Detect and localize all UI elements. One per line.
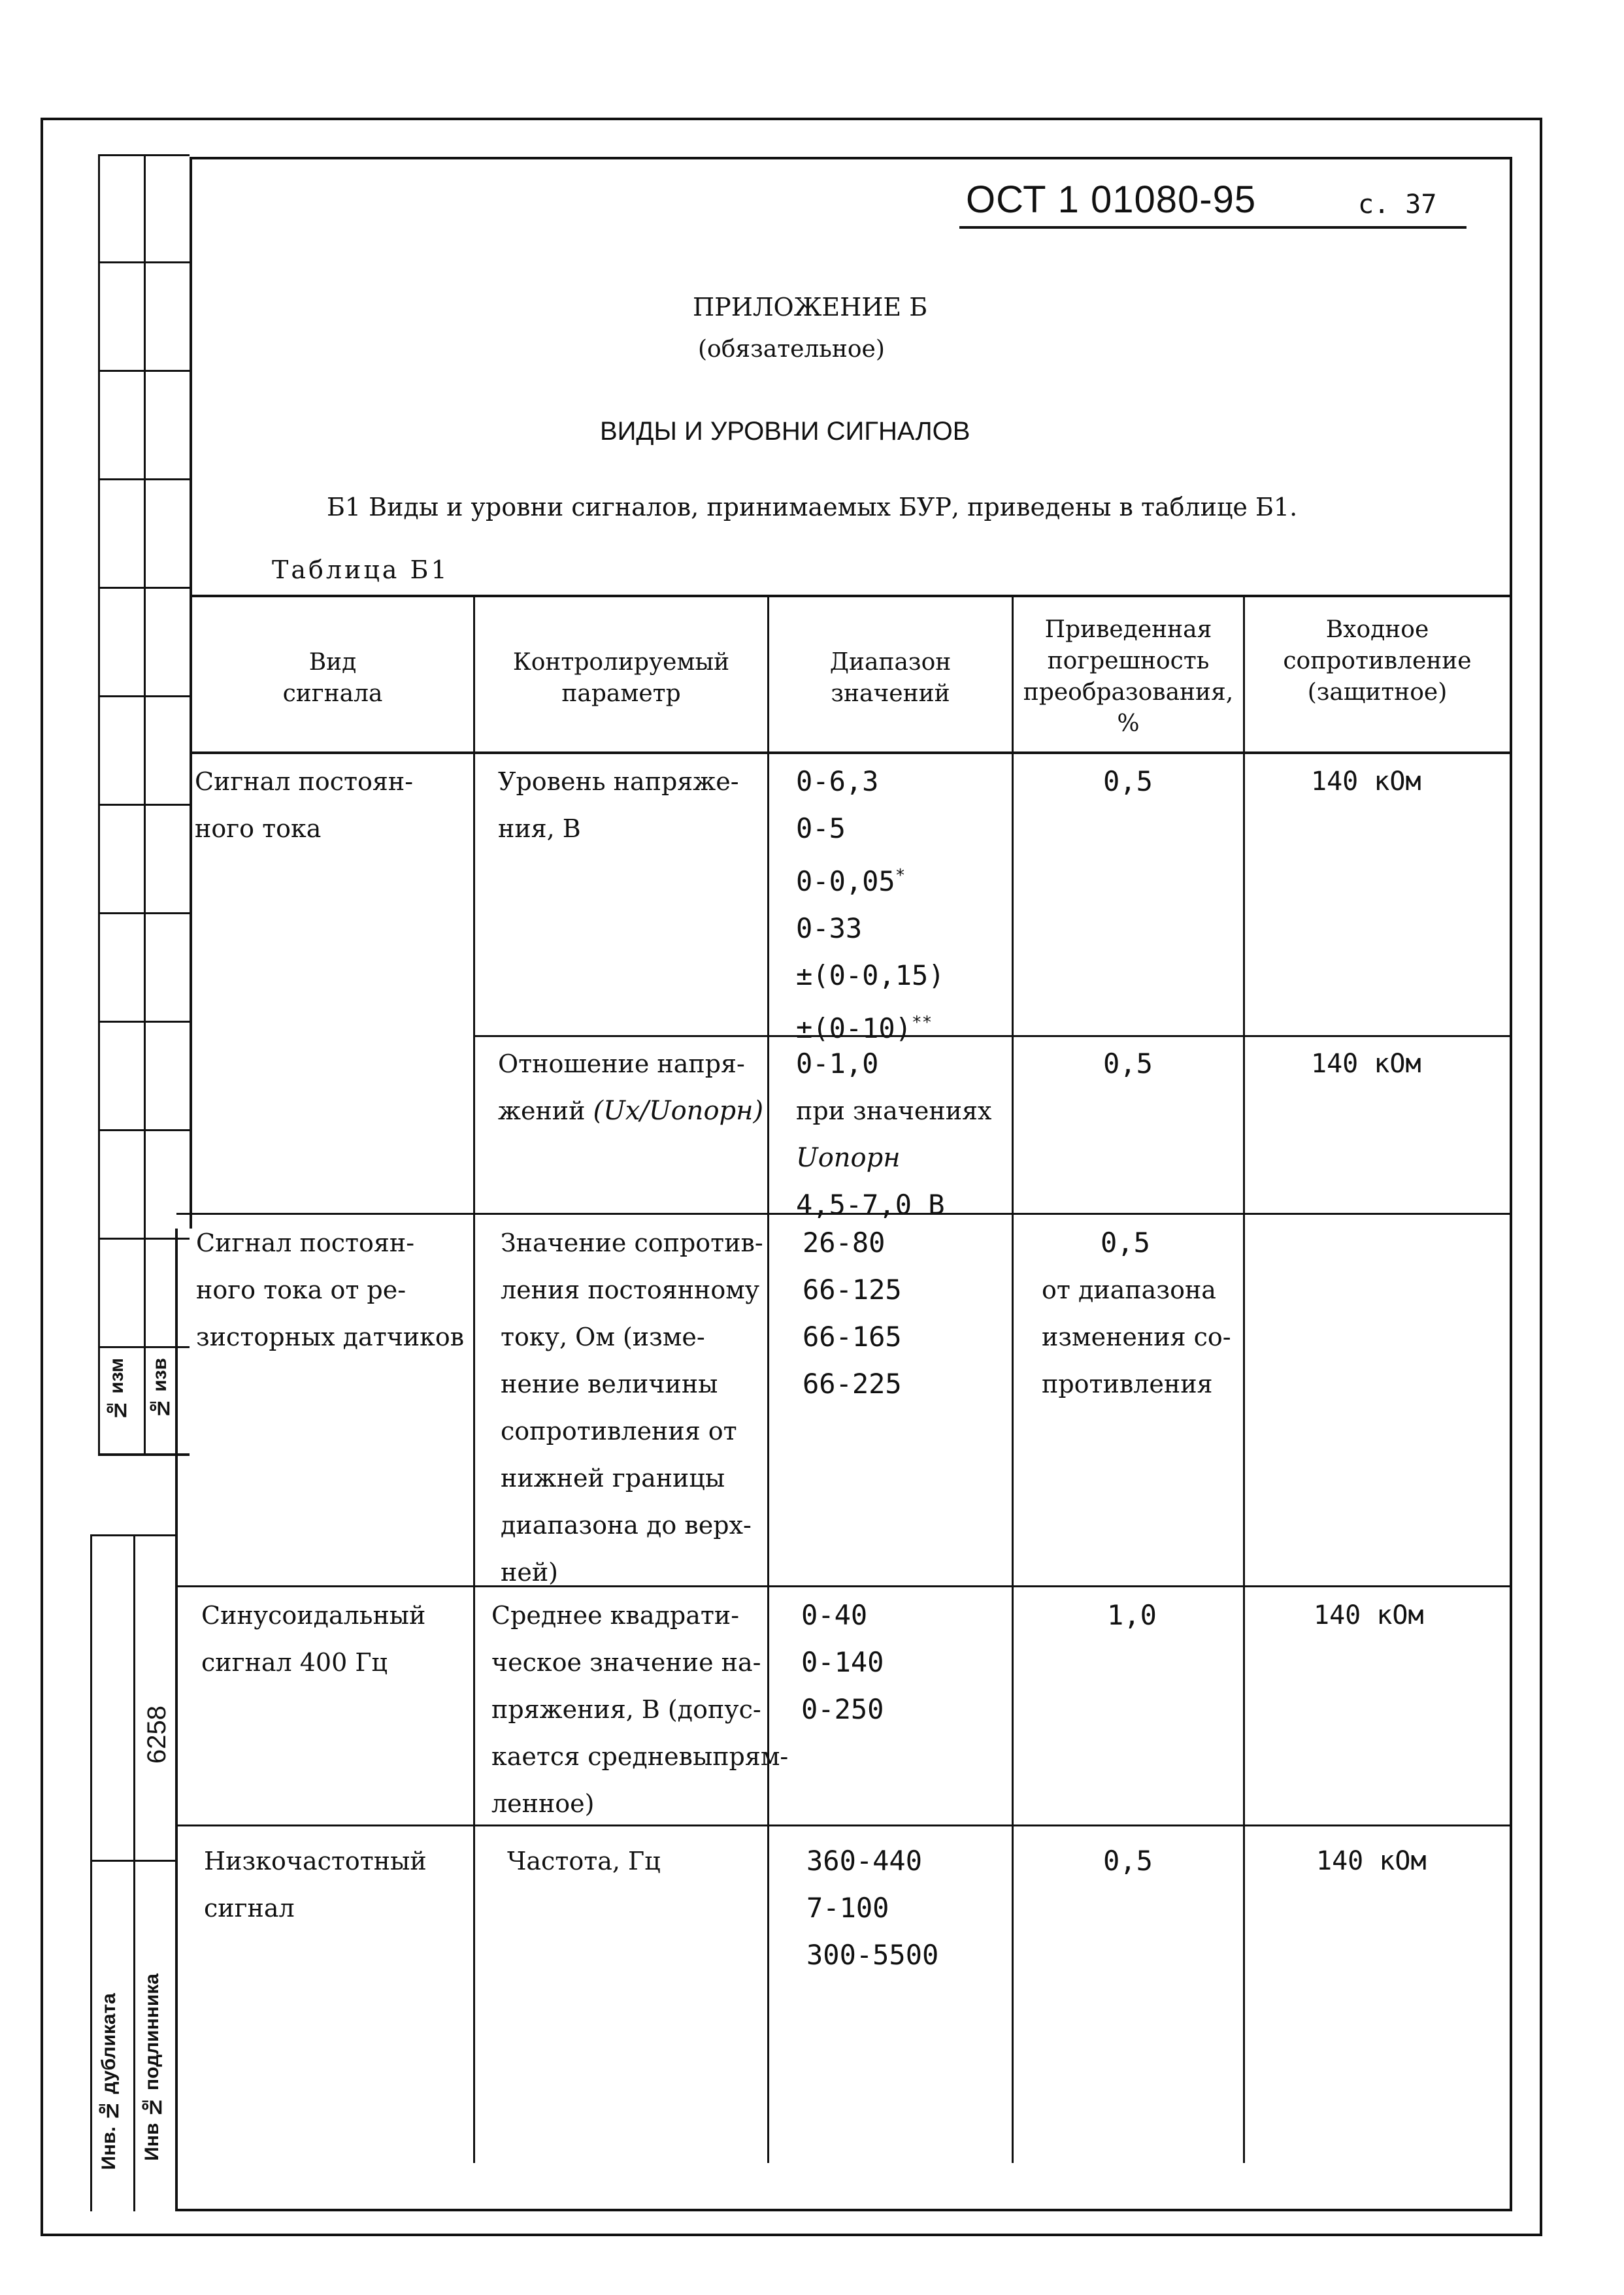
inv-dubl-label: Инв. № дубликата <box>98 1993 120 2170</box>
appendix-title: ПРИЛОЖЕНИЕ Б <box>693 293 928 322</box>
row4-signal-type: Синусоидальный сигнал 400 Гц <box>201 1601 426 1677</box>
header-range: Диапазон значений <box>829 649 952 707</box>
appendix-paragraph: Б1 Виды и уровни сигналов, принимаемых БУР, приведены в таблице Б1. <box>327 493 1298 521</box>
row4-resistance: 140 кОм <box>1314 1600 1424 1630</box>
row3-range: 26-80 66-125 66-165 66-225 <box>803 1227 902 1400</box>
row5-parameter: Частота, Гц <box>507 1847 661 1875</box>
row1-range: 0-6,3 0-5 0-0,05* 0-33 ±(0-0,15) ±(0-10)** <box>796 765 945 1044</box>
header-parameter: Контролируемый параметр <box>512 649 730 707</box>
inv-number: 6258 <box>142 1706 171 1764</box>
row4-parameter: Среднее квадрати- ческое значение на- пряжения, В (допус- кается средневыпрям- ленное) <box>491 1601 789 1818</box>
doc-code-underline <box>959 226 1467 229</box>
appendix-status: (обязательное) <box>698 336 885 363</box>
row5-signal-type: Низкочастотный сигнал <box>204 1847 427 1923</box>
row1-error: 0,5 <box>1103 765 1153 797</box>
row5-error: 0,5 <box>1103 1845 1153 1877</box>
row1-resistance: 140 кОм <box>1311 767 1421 797</box>
row2-resistance: 140 кОм <box>1311 1049 1421 1079</box>
row4-range: 0-40 0-140 0-250 <box>801 1599 884 1725</box>
doc-code: ОСТ 1 01080-95 <box>966 178 1257 221</box>
row5-range: 360-440 7-100 300-5500 <box>806 1845 939 1971</box>
inv-podl-label: Инв № подлинника <box>141 1973 163 2161</box>
header-resistance: Входное сопротивление (защитное) <box>1283 616 1472 706</box>
no-izv-label: № изв <box>149 1358 171 1419</box>
row2-parameter: Отношение напря- жений (Ux/Uопорн) <box>498 1049 764 1126</box>
row1-signal-type: Сигнал постоян- ного тока <box>195 767 414 843</box>
row5-resistance: 140 кОм <box>1316 1846 1427 1876</box>
appendix-heading: ВИДЫ И УРОВНИ СИГНАЛОВ <box>600 417 970 446</box>
row3-parameter: Значение сопротив- ления постоянному току, Ом (изме- нение величины сопротивления от нижней границы диапазона до верх- ней) <box>501 1229 763 1587</box>
page-number: с. 37 <box>1358 190 1437 220</box>
row3-error: 0,5 от диапазона изменения со- противления <box>1042 1227 1231 1398</box>
row2-error: 0,5 <box>1103 1048 1153 1080</box>
header-signal-type: Вид сигнала <box>282 649 383 707</box>
table-caption: Таблица Б1 <box>272 555 450 584</box>
header-error: Приведенная погрешность преобразования, % <box>1023 616 1234 737</box>
row1-parameter: Уровень напряже- ния, В <box>498 767 739 843</box>
row2-range: 0-1,0 при значениях Uопорн 4,5-7,0 В <box>796 1048 992 1221</box>
row4-error: 1,0 <box>1107 1599 1157 1631</box>
no-izm-label: № изм <box>106 1358 127 1421</box>
row3-signal-type: Сигнал постоян- ного тока от ре- зисторных датчиков <box>196 1229 465 1351</box>
